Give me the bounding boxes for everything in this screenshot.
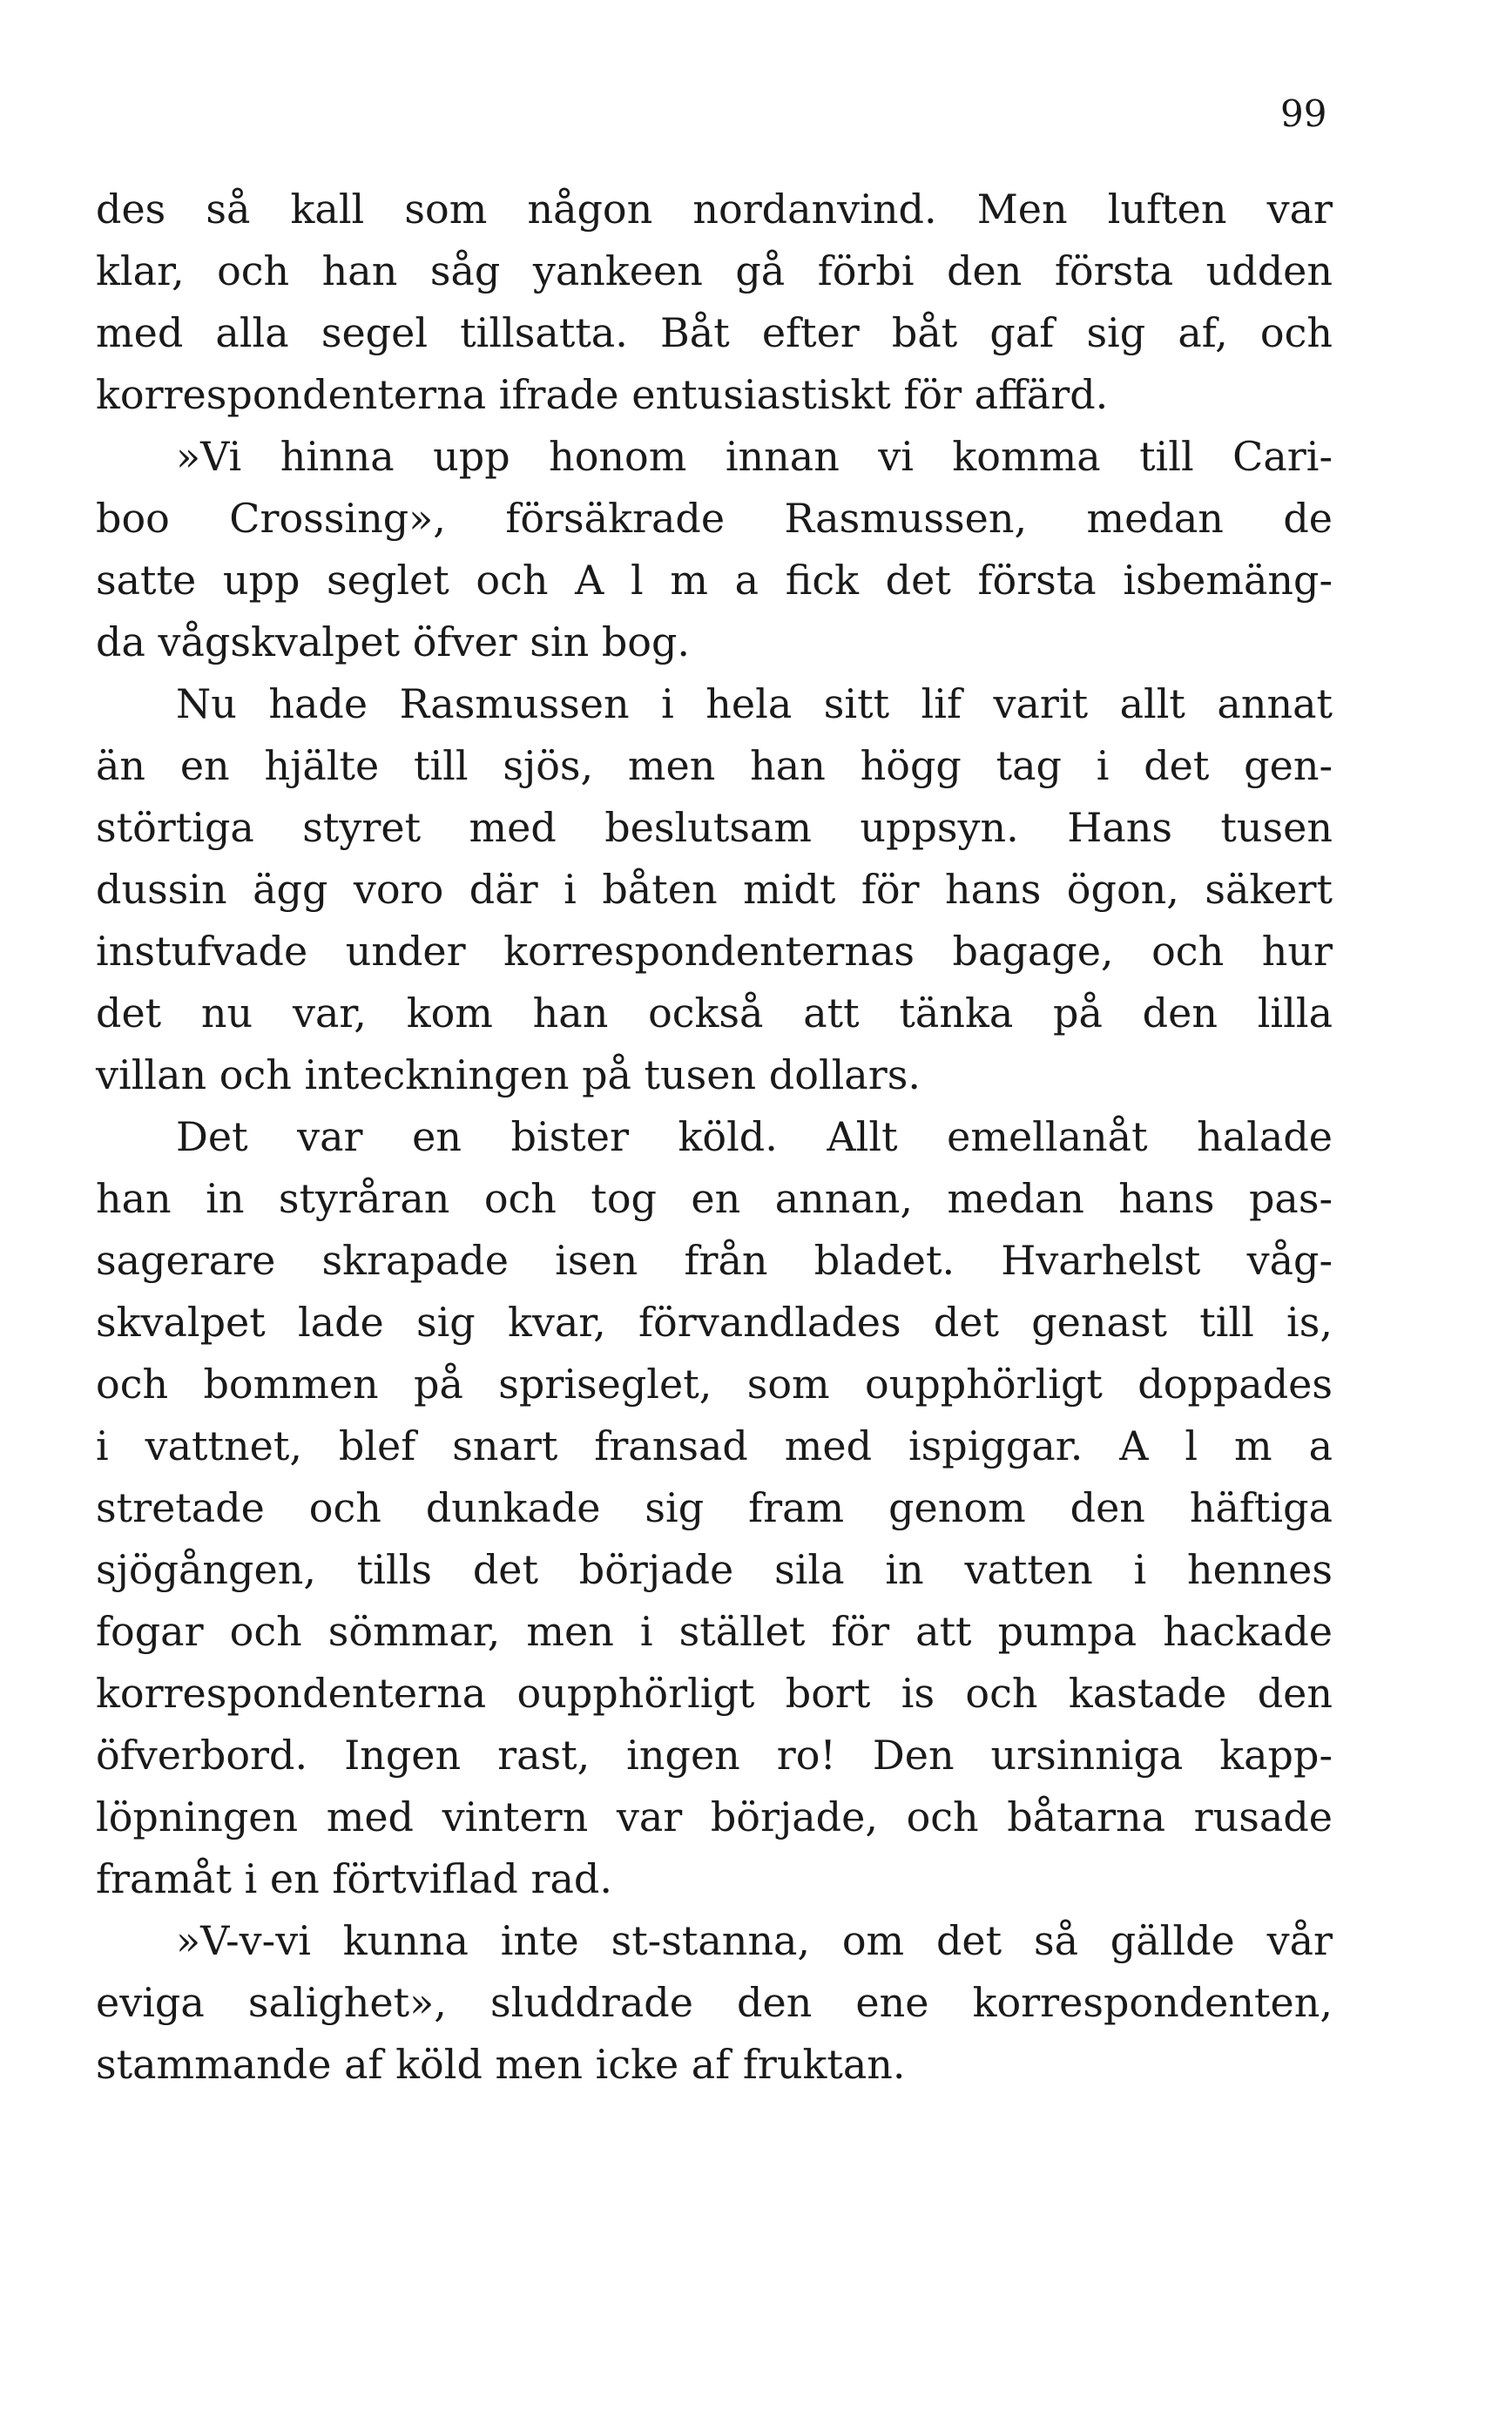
- text-line: Det var en bister köld. Allt emellanåt halade: [176, 1113, 1333, 1160]
- text-line: boo Crossing», försäkrade Rasmussen, medan de: [96, 495, 1333, 542]
- text-line: framåt i en förtviflad rad.: [96, 1855, 612, 1902]
- text-line: det nu var, kom han också att tänka på den lilla: [96, 989, 1333, 1037]
- text-line: dussin ägg voro där i båten midt för hans ögon, säkert: [96, 866, 1333, 913]
- text-line: han in styråran och tog en annan, medan hans pas-: [96, 1175, 1333, 1222]
- text-line: än en hjälte till sjös, men han högg tag i det gen-: [96, 742, 1333, 789]
- text-line: sagerare skrapade isen från bladet. Hvarhelst våg-: [96, 1237, 1333, 1284]
- text-line: stammande af köld men icke af fruktan.: [96, 2041, 906, 2088]
- text-line: klar, och han såg yankeen gå förbi den första udden: [96, 247, 1333, 294]
- text-line: instufvade under korrespondenternas bagage, och hur: [96, 928, 1333, 975]
- text-line: satte upp seglet och A l m a fick det första isbemäng-: [96, 557, 1333, 604]
- text-line: villan och inteckningen på tusen dollars.: [96, 1051, 921, 1098]
- text-line: sjögången, tills det började sila in vatten i hennes: [96, 1546, 1333, 1593]
- text-line: fogar och sömmar, men i stället för att pumpa hackade: [96, 1608, 1333, 1655]
- text-line: Nu hade Rasmussen i hela sitt lif varit allt annat: [176, 680, 1333, 727]
- text-line: korrespondenterna oupphörligt bort is och kastade den: [96, 1670, 1333, 1717]
- text-line: »Vi hinna upp honom innan vi komma till Cari-: [176, 433, 1333, 480]
- text-line: da vågskvalpet öfver sin bog.: [96, 618, 691, 665]
- text-line: störtiga styret med beslutsam uppsyn. Hans tusen: [96, 804, 1333, 851]
- text-line: med alla segel tillsatta. Båt efter båt gaf sig af, och: [96, 309, 1333, 356]
- text-line: eviga salighet», sluddrade den ene korrespondenten,: [96, 1979, 1333, 2026]
- text-line: och bommen på spriseglet, som oupphörligt doppades: [96, 1361, 1333, 1408]
- page-number: 99: [1280, 92, 1327, 135]
- text-line: skvalpet lade sig kvar, förvandlades det genast till is,: [96, 1299, 1333, 1346]
- text-line: löpningen med vintern var började, och båtarna rusade: [96, 1793, 1333, 1840]
- text-line: »V-v-vi kunna inte st-stanna, om det så gällde vår: [176, 1917, 1333, 1964]
- text-line: stretade och dunkade sig fram genom den häftiga: [96, 1484, 1333, 1531]
- body-text: [96, 179, 1333, 2096]
- text-line: des så kall som någon nordanvind. Men luften var: [96, 186, 1333, 233]
- text-line: i vattnet, blef snart fransad med ispiggar. A l m a: [96, 1422, 1333, 1469]
- text-line: korrespondenterna ifrade entusiastiskt för affärd.: [96, 371, 1109, 418]
- text-line: öfverbord. Ingen rast, ingen ro! Den ursinniga kapp-: [96, 1732, 1333, 1779]
